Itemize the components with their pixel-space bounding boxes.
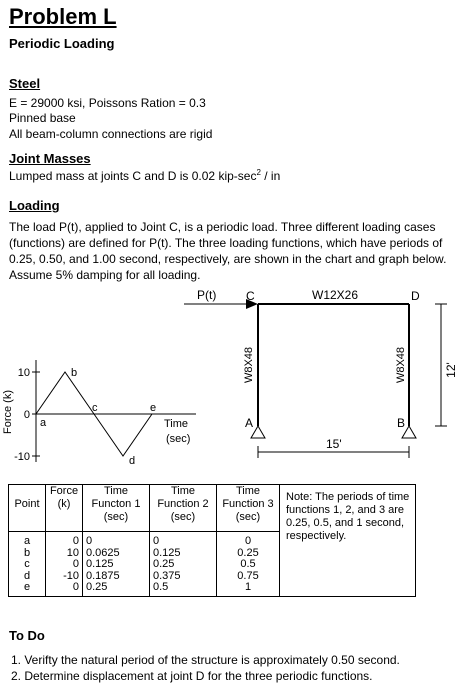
right-column-label: W8X48 xyxy=(395,346,407,384)
joint-masses-exponent: 2 xyxy=(256,168,261,177)
left-column-label: W8X48 xyxy=(243,346,255,384)
y-tick-label: -10 xyxy=(14,451,30,463)
table-cell: 0 xyxy=(86,535,93,547)
todo-item-1: 1. Verifty the natural period of the structure is approximately 0.50 second. xyxy=(11,653,400,667)
loading-paragraph: The load P(t), applied to Joint C, is a periodic load. Three different loading cases (functions) are defined for P(t). The three loading functions, which have periods of 0.25, 0.50, and 1.00 second, respectively, are shown in the chart and graph below. Assume 5% damping for all loading. xyxy=(9,220,447,282)
joint-label-a: A xyxy=(245,416,254,430)
steel-heading: Steel xyxy=(9,76,41,91)
header-force: Force (k) xyxy=(46,485,83,532)
todo-heading: To Do xyxy=(9,628,45,643)
table-cell: 0.0625 xyxy=(86,546,120,559)
table-cell: 0.75 xyxy=(237,569,259,582)
chart-y-label: Force (k) xyxy=(2,390,14,434)
load-function-chart xyxy=(0,355,205,470)
joint-masses-value: Lumped mass at joints C and D is 0.02 kip-sec xyxy=(9,169,257,183)
table-cell: 0.125 xyxy=(86,558,114,570)
table-cell: a xyxy=(23,535,31,547)
table-cell: 0 xyxy=(72,581,79,593)
table-header-row xyxy=(9,485,416,532)
table-cell: 10 xyxy=(66,546,79,559)
table-cell: 1 xyxy=(244,581,252,593)
table-cell: 0 xyxy=(244,535,252,547)
height-dimension-label: 12' xyxy=(444,362,458,378)
chart-x-unit: (sec) xyxy=(166,433,191,445)
time-function-2-column xyxy=(150,532,217,597)
page-subtitle: Periodic Loading xyxy=(9,36,115,51)
pin-support-a-icon xyxy=(251,426,265,438)
point-label-a: a xyxy=(40,417,47,429)
point-column xyxy=(9,532,46,597)
force-column xyxy=(46,532,83,597)
header-time-function-3: Time Function 3 (sec) xyxy=(217,485,280,532)
table-cell: 0.1875 xyxy=(86,569,120,582)
chart-x-label: Time xyxy=(164,418,189,430)
joint-label-c: C xyxy=(246,289,255,303)
page-title: Problem L xyxy=(9,4,117,29)
joint-masses-heading: Joint Masses xyxy=(9,151,91,166)
steel-line-modulus: E = 29000 ksi, Poissons Ration = 0.3 xyxy=(9,96,206,110)
point-label-c: c xyxy=(92,402,98,414)
time-function-1-column xyxy=(83,532,150,597)
y-tick-label: 10 xyxy=(17,367,30,379)
table-cell: 0.5 xyxy=(153,581,169,593)
table-cell: d xyxy=(23,569,31,582)
table-cell: 0.25 xyxy=(86,581,108,593)
header-point: Point xyxy=(9,485,46,532)
load-function-table xyxy=(8,484,416,597)
table-cell: 0.5 xyxy=(240,558,256,570)
table-cell: -10 xyxy=(63,569,79,582)
table-cell: c xyxy=(24,558,30,570)
load-label: P(t) xyxy=(197,288,217,302)
table-note: Note: The periods of time functions 1, 2, and 3 are 0.25, 0.5, and 1 second, respectively. xyxy=(280,485,416,597)
todo-item-2: 2. Determine displacement at joint D for the three periodic functions. xyxy=(11,669,373,683)
header-time-function-2: Time Function 2 (sec) xyxy=(150,485,217,532)
span-dimension-label: 15' xyxy=(326,437,342,451)
table-cell: 0.25 xyxy=(153,558,175,570)
table-cell: b xyxy=(23,546,31,559)
joint-label-b: B xyxy=(397,416,406,430)
steel-line-connections: All beam-column connections are rigid xyxy=(9,127,213,141)
point-label-d: d xyxy=(129,455,136,467)
table-cell: 0 xyxy=(153,535,160,547)
beam-label: W12X26 xyxy=(312,288,359,302)
joint-masses-unit: / in xyxy=(260,169,281,183)
table-cell: 0.25 xyxy=(237,546,259,559)
joint-masses-text xyxy=(9,168,280,183)
table-cell: 0 xyxy=(72,535,79,547)
table-cell: 0.125 xyxy=(153,546,181,559)
point-label-b: b xyxy=(71,367,78,379)
joint-label-d: D xyxy=(411,289,420,303)
table-cell: e xyxy=(23,581,31,593)
table-cell: 0.375 xyxy=(153,569,181,582)
table-cell: 0 xyxy=(72,558,79,570)
header-time-function-1: Time Functon 1 (sec) xyxy=(83,485,150,532)
steel-line-base: Pinned base xyxy=(9,111,76,125)
frame-diagram xyxy=(180,286,460,466)
time-function-3-column xyxy=(217,532,280,597)
point-label-e: e xyxy=(150,402,157,414)
y-tick-label: 0 xyxy=(23,409,30,421)
loading-heading: Loading xyxy=(9,198,60,213)
